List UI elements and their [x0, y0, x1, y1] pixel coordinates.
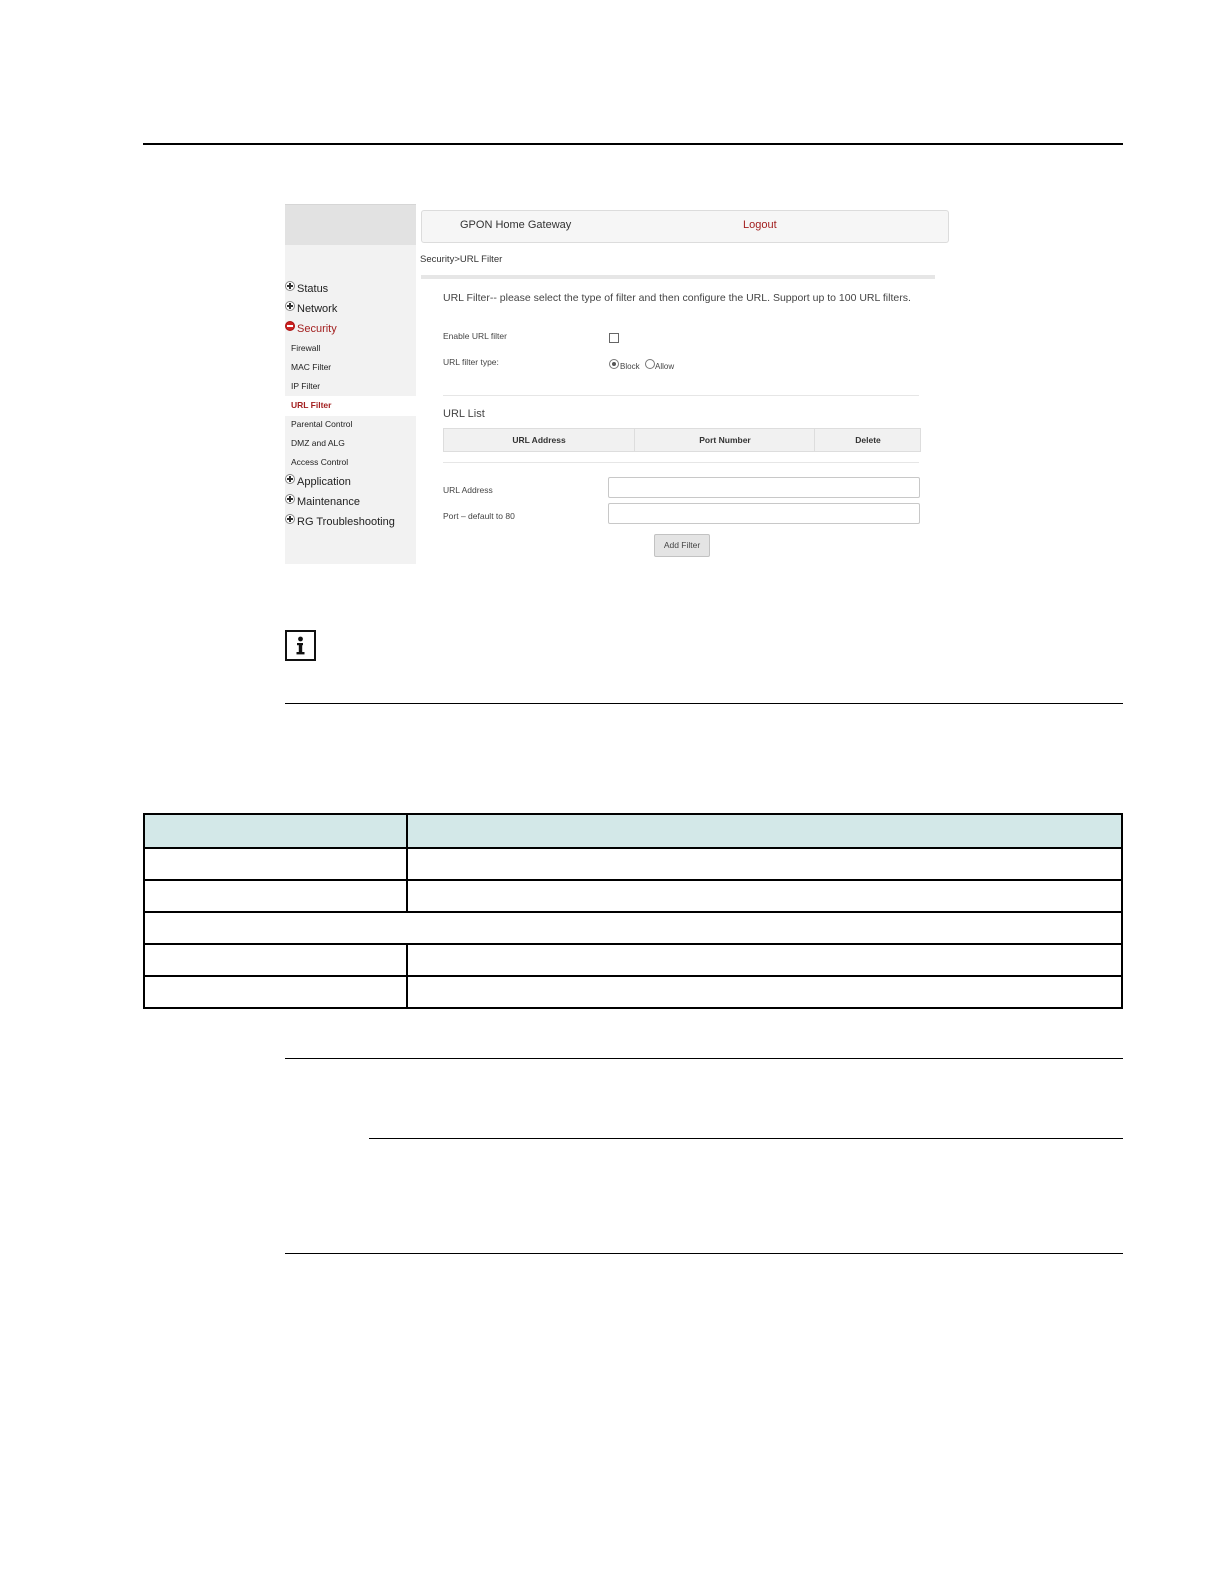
- port-label: Port – default to 80: [443, 511, 515, 521]
- table-cell: [407, 944, 1122, 976]
- url-address-input[interactable]: [608, 477, 920, 498]
- logout-link[interactable]: Logout: [743, 219, 777, 231]
- nav-firewall[interactable]: Firewall: [291, 343, 321, 353]
- col-delete: Delete: [814, 429, 921, 451]
- table-cell: [144, 944, 407, 976]
- table-row: [144, 880, 1122, 912]
- header-rule: [143, 143, 1123, 145]
- nav-url-filter[interactable]: URL Filter: [291, 400, 332, 410]
- gateway-screenshot: [285, 204, 949, 564]
- col-url-address: URL Address: [512, 435, 566, 445]
- enable-label: Enable URL filter: [443, 331, 507, 341]
- url-list-header: [443, 428, 921, 452]
- nav-ip-filter[interactable]: IP Filter: [291, 381, 321, 391]
- table-row: [144, 912, 1122, 944]
- table-row: [144, 944, 1122, 976]
- table-header-cell: [144, 814, 407, 848]
- table-cell: [407, 976, 1122, 1008]
- radio-block-label: Block: [620, 362, 640, 371]
- nav-security[interactable]: Security: [285, 321, 337, 335]
- collapse-icon: [285, 321, 295, 331]
- nav-dmz-alg[interactable]: DMZ and ALG: [291, 438, 345, 448]
- expand-icon: [285, 494, 295, 504]
- gateway-title: GPON Home Gateway: [460, 219, 572, 231]
- intro-text: URL Filter-- please select the type of filter and then configure the URL. Support up to 100 URL filters.: [443, 292, 911, 304]
- radio-allow[interactable]: [645, 359, 655, 369]
- section-divider: [443, 462, 919, 463]
- document-table: [143, 813, 1123, 1009]
- section-rule: [285, 1058, 1123, 1059]
- table-header-cell: [407, 814, 1122, 848]
- breadcrumb: Security>URL Filter: [420, 254, 503, 265]
- type-label: URL filter type:: [443, 357, 499, 367]
- nav-application[interactable]: Application: [285, 474, 351, 488]
- section-rule: [285, 1253, 1123, 1254]
- note-rule: [285, 703, 1123, 704]
- table-row: [144, 976, 1122, 1008]
- nav-status[interactable]: Status: [285, 281, 328, 295]
- nav-rg-troubleshooting[interactable]: RG Troubleshooting: [285, 514, 395, 528]
- expand-icon: [285, 301, 295, 311]
- table-cell: [144, 880, 407, 912]
- enable-checkbox[interactable]: [609, 333, 619, 343]
- sidebar: [285, 204, 416, 564]
- table-cell: [407, 880, 1122, 912]
- nav-mac-filter[interactable]: MAC Filter: [291, 362, 332, 372]
- nav-maintenance[interactable]: Maintenance: [285, 494, 360, 508]
- radio-dot: [612, 362, 616, 366]
- table-cell-spanning: [144, 912, 1122, 944]
- radio-allow-label: Allow: [655, 362, 675, 371]
- add-filter-button[interactable]: Add Filter: [654, 534, 710, 557]
- nav-parental-control[interactable]: Parental Control: [291, 419, 353, 429]
- col-port-number: Port Number: [634, 429, 815, 451]
- nav-access-control[interactable]: Access Control: [291, 457, 349, 467]
- table-row: [144, 848, 1122, 880]
- top-bar: [421, 210, 949, 243]
- subsection-rule: [369, 1138, 1123, 1139]
- expand-icon: [285, 474, 295, 484]
- expand-icon: [285, 514, 295, 524]
- url-list-title: URL List: [443, 408, 485, 420]
- table-header-row: [144, 814, 1122, 848]
- nav-network[interactable]: Network: [285, 301, 337, 315]
- expand-icon: [285, 281, 295, 291]
- info-icon: [285, 630, 316, 661]
- table-cell: [144, 976, 407, 1008]
- table-cell: [144, 848, 407, 880]
- section-divider: [443, 395, 919, 396]
- content-divider: [421, 275, 935, 279]
- port-input[interactable]: [608, 503, 920, 524]
- table-cell: [407, 848, 1122, 880]
- url-address-label: URL Address: [443, 485, 493, 495]
- radio-block[interactable]: [609, 359, 619, 369]
- sidebar-header: [285, 204, 416, 245]
